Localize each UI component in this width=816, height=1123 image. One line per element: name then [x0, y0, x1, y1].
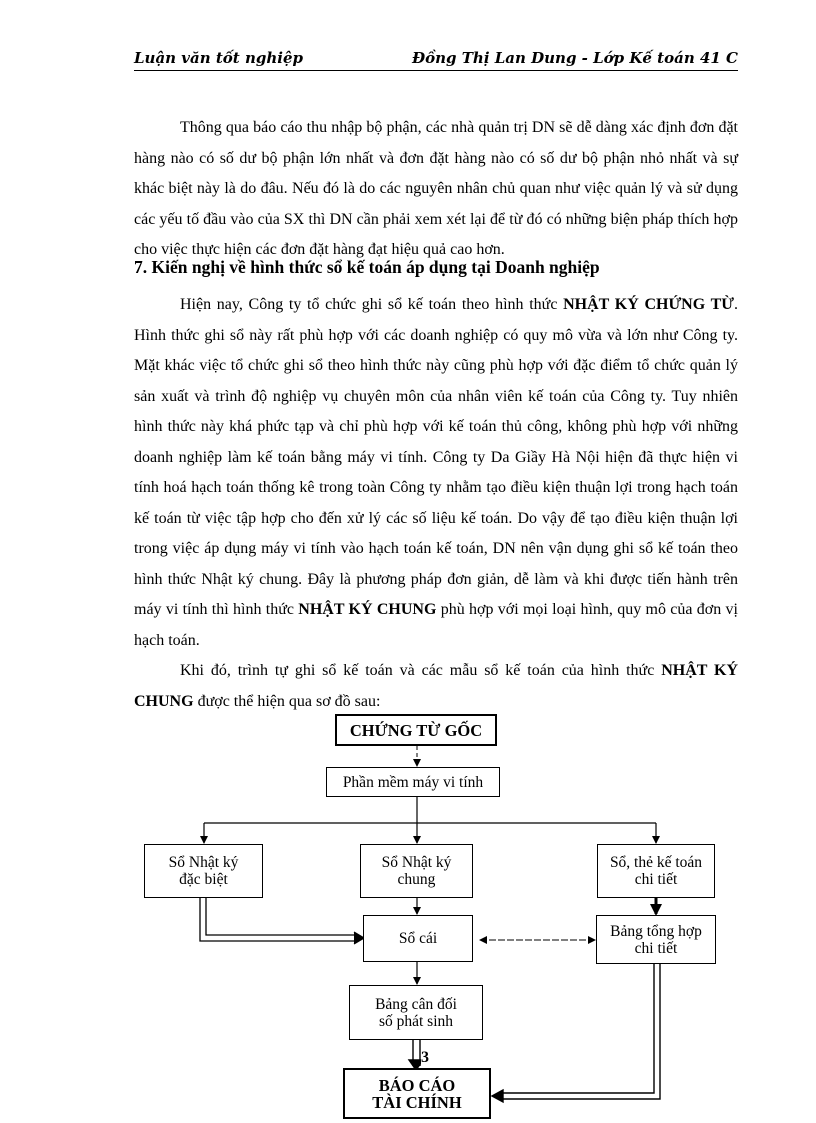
paragraph-2-bold-1: NHẬT KÝ CHỨNG TỪ: [563, 296, 734, 313]
header-thesis-label: Luận văn tốt nghiệp: [134, 49, 303, 67]
box-general-journal: Sổ Nhật ký chung: [360, 844, 473, 898]
arrow-special-to-ledger: [200, 898, 364, 944]
paragraph-1: Thông qua báo cáo thu nhập bộ phận, các nhà quản trị DN sẽ dễ dàng xác định đơn đặt hàng nào có số dư bộ phận lớn nhất và đơn đặt hàng nào có số dư bộ phận nhỏ nhất và sự khác biệt này là do đâu. Nếu đó là do các nguyên nhân chủ quan như việc quản lý và sử dụng các yếu tố đầu vào của SX thì DN cần phải xem xét lại để từ đó có những biện pháp thích hợp cho việc thực hiện các đơn đặt hàng đạt hiệu quả cao hơn.: [134, 119, 738, 258]
paragraph-3-part-2: được thể hiện qua sơ đồ sau:: [193, 692, 381, 710]
box-detail-summary: Bảng tổng hợp chi tiết: [596, 915, 716, 964]
software-distribution-lines: [204, 797, 656, 843]
box-financial-reports: BÁO CÁO TÀI CHÍNH: [343, 1068, 491, 1119]
paragraph-3-bold-1: NHẬT KÝ CHUNG: [134, 662, 738, 710]
header-author-class: Đồng Thị Lan Dung - Lớp Kế toán 41 C: [412, 49, 738, 67]
box-trial-balance: Bảng cân đối số phát sinh: [349, 985, 483, 1040]
page-number: 3: [421, 1049, 429, 1066]
arrow-summary-to-report: [492, 964, 660, 1102]
paragraph-2-bold-2: NHẬT KÝ CHUNG: [298, 601, 437, 618]
box-special-journal: Sổ Nhật ký đặc biệt: [144, 844, 263, 898]
box-detail-ledger: Sổ, thẻ kế toán chi tiết: [597, 844, 715, 898]
paragraph-2-part-1: Hiện nay, Công ty tổ chức ghi sổ kế toán theo hình thức: [180, 296, 564, 313]
paragraph-2-part-3: phù hợp với mọi loại hình, quy mô của đơn vị hạch toán.: [134, 601, 739, 649]
box-computer-software: Phần mềm máy vi tính: [326, 767, 500, 797]
paragraph-2-part-2: . Hình thức ghi sổ này rất phù hợp với các doanh nghiệp có quy mô vừa và lớn như Công ty. Mặt khác việc tổ chức ghi sổ theo hình thức này cũng phù hợp với đặc điểm tổ chức quản lý sản xuất và trình độ nghiệp vụ chuyên môn của nhân viên kế toán của Công ty. Tuy nhiên hình thức này khá phức tạp và chỉ phù hợp với kế toán thủ công, không phù hợp với những doanh nghiệp làm kế toán bằng máy vi tính. Công ty Da Giầy Hà Nội hiện đã thực hiện vi tính hoá hạch toán thống kê trong toàn Công ty nhằm tạo điều kiện thuận lợi trong hạch toán kế toán từ việc tập hợp cho đến xử lý các số liệu kế toán. Do vậy để tạo điều kiện thuận lợi trong việc áp dụng máy vi tính vào hạch toán kế toán, DN nên vận dụng ghi sổ kế toán theo hình thức Nhật ký chung. Đây là phương pháp đơn giản, dễ làm và khi được tiến hành trên máy vi tính thì hình thức: [134, 296, 738, 618]
paragraph-3-part-1: Khi đó, trình tự ghi sổ kế toán và các mẫu sổ kế toán của hình thức: [180, 662, 662, 679]
section-heading: 7. Kiến nghị về hình thức sổ kế toán áp dụng tại Doanh nghiệp: [134, 257, 600, 277]
box-source-documents: CHỨNG TỪ GỐC: [335, 714, 497, 746]
box-general-ledger: Sổ cái: [363, 915, 473, 962]
